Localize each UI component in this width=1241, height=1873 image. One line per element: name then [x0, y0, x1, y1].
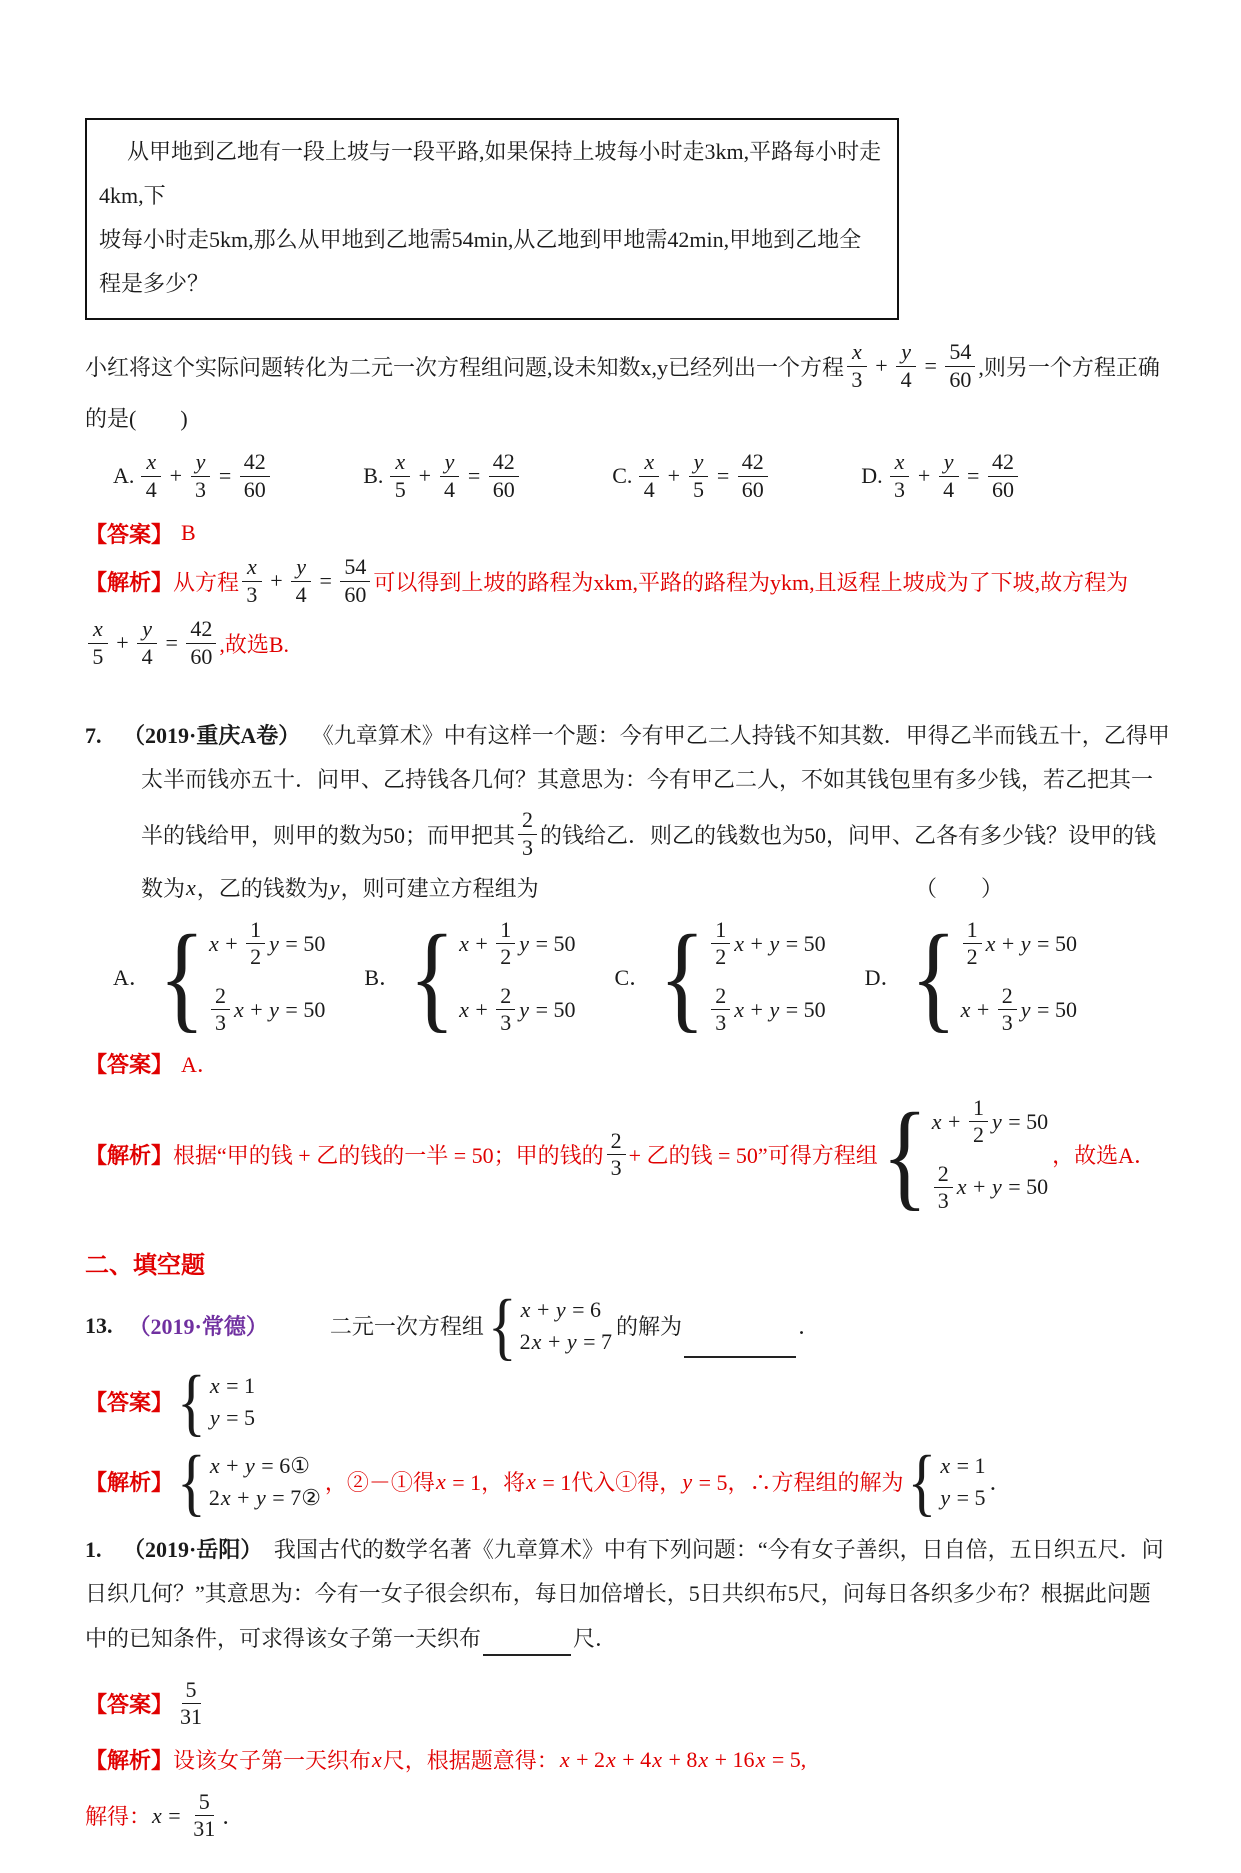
system-brace: {	[409, 909, 456, 1044]
q1-analysis-equation: 设该女子第一天织布 x 尺，根据题意得： x + 2 x + 4 x + 8 x + 16 x = 5,	[173, 1746, 807, 1774]
q6-option-b	[363, 446, 522, 506]
q7-option-b-eq2: x + $\frac{2}{3}$ y = 50	[459, 982, 576, 1036]
q13-analysis-system	[177, 1440, 321, 1523]
q1-answer-fraction: $\frac{5}{31}$	[180, 1676, 203, 1730]
box-text-line1: 从甲地到乙地有一段上坡与一段平路,如果保持上坡每小时走3km,平路每小时走4km,下	[99, 139, 882, 208]
q6-option-a-equation: $\frac{x}{4}$ + $\frac{y}{3}$ = $\frac{42}{60}$	[138, 449, 272, 503]
q7-analysis-fraction: $\frac{2}{3}$	[604, 1128, 629, 1182]
q6-intro-text2: ,则另一个方程正确	[978, 354, 1160, 380]
q13-sys-eq1: x + y = 6	[520, 1296, 602, 1322]
q7-option-c-eq1: $\frac{1}{2}$ x + y = 50	[708, 917, 825, 971]
q13-period: ．	[798, 1314, 821, 1340]
q13-source: （2019·常德）	[128, 1314, 268, 1340]
blank-underline	[483, 1630, 571, 1656]
q7-text3a: 半的钱给甲，则甲的数为50；而甲把其	[141, 822, 516, 848]
q13-text2: 的解为	[616, 1314, 683, 1340]
q13-analysis-sol-eq1: x = 1	[940, 1452, 986, 1478]
q7-option-b-label: B．	[364, 965, 402, 991]
q1-number: 1.	[85, 1536, 102, 1562]
q13-answer-line	[85, 1362, 1171, 1442]
q6-option-c-label: C.	[612, 463, 633, 488]
q6-intro-line1	[85, 334, 1171, 398]
system-brace: {	[659, 909, 706, 1044]
q7-source: （2019·重庆A卷）	[123, 723, 301, 748]
system-brace: {	[907, 1440, 937, 1523]
answer-tag: 【答案】	[85, 521, 174, 547]
q1-analysis-text2: 解得：	[85, 1804, 152, 1830]
q13-question-line	[85, 1284, 1171, 1367]
analysis-tag: 【解析】	[85, 1748, 174, 1774]
q7-option-a-label: A．	[113, 965, 151, 991]
q13-analysis-eq1: x + y = 6①	[209, 1452, 310, 1478]
q1-text3b: 尺．	[573, 1626, 618, 1652]
q7-text1: 《九章算术》中有这样一个题：今有甲乙二人持钱不知其数．甲得乙半而钱五十，乙得甲	[311, 723, 1170, 748]
q7-analysis-text3: ，故选A．	[1052, 1143, 1157, 1169]
q1-analysis-line1	[85, 1740, 1171, 1780]
q7-analysis-sys-eq2: $\frac{2}{3}$ x + y = 50	[931, 1161, 1048, 1215]
section-title-fill-in: 二、填空题	[85, 1252, 205, 1279]
q7-option-c-label: C．	[614, 965, 652, 991]
q6-analysis-equation2: $\frac{x}{5}$ + $\frac{y}{4}$ = $\frac{42}{60}$	[85, 616, 219, 670]
q6-option-d-equation: $\frac{x}{3}$ + $\frac{y}{4}$ = $\frac{42}{60}$	[887, 449, 1021, 503]
q7-text3b: 的钱给乙．则乙的钱数也为50，问甲、乙各有多少钱？设甲的钱	[540, 822, 1157, 848]
system-brace: {	[881, 1087, 928, 1221]
q1-text-line3	[85, 1616, 1171, 1660]
q6-option-c	[612, 446, 771, 506]
q1-text1: 我国古代的数学名著《九章算术》中有下列问题：“今有女子善织，日自倍，五日织五尺．问	[273, 1536, 1164, 1562]
q7-option-a	[113, 909, 329, 1044]
q7-analysis-sys-eq1: x + $\frac{1}{2}$ y = 50	[931, 1094, 1049, 1148]
q6-options-row	[85, 446, 1171, 506]
q7-fraction-two-thirds: $\frac{2}{3}$	[515, 807, 540, 861]
q1-answer-line	[85, 1668, 1171, 1740]
q13-answer-system	[177, 1360, 256, 1443]
q6-option-b-label: B.	[363, 463, 384, 488]
q7-analysis-line	[85, 1081, 1171, 1229]
q13-number: 13.	[85, 1312, 113, 1338]
q7-option-b	[364, 909, 579, 1044]
q6-option-d-label: D.	[861, 463, 883, 488]
q13-analysis-period: ．	[989, 1470, 1012, 1496]
q7-option-d-eq2: x + $\frac{2}{3}$ y = 50	[960, 982, 1077, 1036]
analysis-tag: 【解析】	[85, 1143, 174, 1169]
q7-option-b-system	[409, 909, 576, 1044]
q6-analysis-line2	[85, 612, 1171, 674]
q7-option-a-system	[158, 909, 326, 1044]
q6-answer-line	[85, 516, 1171, 550]
q13-sys-eq2: 2 x + y = 7	[519, 1328, 613, 1354]
q13-system	[487, 1284, 613, 1367]
q13-analysis-sol-eq2: y = 5	[940, 1484, 986, 1510]
answer-tag: 【答案】	[85, 1052, 174, 1078]
q6-intro-line2: 的是( )	[85, 406, 188, 431]
q13-analysis-steps: ，②－①得 x = 1，将 x = 1代入①得， y = 5，∴方程组的解为	[324, 1468, 904, 1496]
page-content	[0, 118, 1241, 1852]
document-page	[0, 118, 1241, 1873]
analysis-tag: 【解析】	[85, 569, 174, 595]
q1-source: （2019·岳阳）	[123, 1536, 263, 1562]
q7-text-line1	[85, 714, 1171, 758]
q6-option-a	[113, 446, 273, 506]
q6-given-equation: $\frac{x}{3}$ + $\frac{y}{4}$ = $\frac{54}{60}$	[844, 339, 978, 393]
problem-statement-box	[85, 118, 899, 320]
q7-option-d-eq1: $\frac{1}{2}$ x + y = 50	[960, 917, 1077, 971]
q7-text-line3	[141, 802, 1171, 866]
system-brace: {	[910, 909, 957, 1044]
q1-text-line1	[85, 1528, 1171, 1572]
q6-option-a-label: A.	[113, 463, 135, 488]
q7-analysis-text2: + 乙的钱 = 50”可得方程组	[628, 1143, 878, 1169]
q7-option-a-eq1: x + $\frac{1}{2}$ y = 50	[208, 917, 326, 970]
q6-analysis-line1	[85, 550, 1171, 612]
q13-answer-eq2: y = 5	[209, 1404, 256, 1430]
q7-text-line4	[141, 872, 1171, 903]
q7-number: 7.	[85, 723, 102, 748]
q1-text3: 中的已知条件，可求得该女子第一天织布	[85, 1626, 482, 1652]
q6-analysis-equation1: $\frac{x}{3}$ + $\frac{y}{4}$ = $\frac{54}{60}$	[239, 554, 373, 608]
q6-analysis-text1: 从方程	[173, 569, 240, 595]
blank-underline	[684, 1332, 796, 1358]
q7-option-c-eq2: $\frac{2}{3}$ x + y = 50	[708, 983, 825, 1037]
q13-analysis-line	[85, 1442, 1171, 1522]
q1-analysis-result: x = $\frac{5}{31}$	[152, 1788, 216, 1842]
q13-answer-eq1: x = 1	[209, 1372, 256, 1398]
q6-analysis-text2: 可以得到上坡的路程为xkm,平路的路程为ykm,且返程上坡成为了下坡,故方程为	[373, 569, 1129, 595]
analysis-tag: 【解析】	[85, 1470, 174, 1496]
q7-option-d-label: D．	[864, 965, 903, 991]
q7-option-a-eq2: $\frac{2}{3}$ x + y = 50	[208, 983, 325, 1037]
q6-intro-text1: 小红将这个实际问题转化为二元一次方程组问题,设未知数x,y已经列出一个方程	[85, 354, 845, 380]
q6-option-d	[861, 446, 1021, 506]
system-brace: {	[158, 909, 205, 1044]
q13-analysis-solution-system	[907, 1440, 986, 1523]
system-brace: {	[177, 1360, 206, 1443]
q7-option-d	[864, 909, 1081, 1044]
q7-options-row	[85, 909, 1171, 1044]
q13-text1: 二元一次方程组	[329, 1314, 484, 1340]
q6-option-b-equation: $\frac{x}{5}$ + $\frac{y}{4}$ = $\frac{42}{60}$	[387, 449, 521, 503]
q1-analysis-period: ．	[222, 1804, 245, 1830]
q7-option-c-system	[659, 909, 826, 1044]
system-brace: {	[487, 1284, 517, 1367]
q1-analysis-line2	[85, 1780, 1171, 1852]
system-brace: {	[177, 1440, 206, 1523]
q7-option-c	[614, 909, 829, 1044]
q7-answer-line	[85, 1047, 1171, 1081]
q7-text4: 数为 x ，乙的钱数为 y ，则可建立方程组为	[141, 874, 539, 901]
q7-option-b-eq1: x + $\frac{1}{2}$ y = 50	[459, 917, 576, 970]
q7-analysis-system	[881, 1087, 1049, 1221]
q6-option-c-equation: $\frac{x}{4}$ + $\frac{y}{5}$ = $\frac{42}{60}$	[636, 449, 770, 503]
q1-text-line2: 日织几何？”其意思为：今有一女子很会织布，每日加倍增长，5日共织布5尺，问每日各织多少布？根据此问题	[85, 1580, 1151, 1606]
q7-analysis-text1: 根据“甲的钱 + 乙的钱的一半 = 50；甲的钱的	[173, 1143, 604, 1169]
q6-answer-value: B	[181, 520, 196, 545]
q7-text-line2: 太半而钱亦五十．问甲、乙持钱各几何？其意思为：今有甲乙二人，不如其钱包里有多少钱，若乙把其一	[141, 767, 1154, 792]
box-text-line2: 坡每小时走5km,那么从甲地到乙地需54min,从乙地到甲地需42min,甲地到乙地全程是多少？	[99, 227, 862, 296]
q7-answer-paren: （ ）	[914, 876, 1003, 901]
q13-analysis-eq2: 2 x + y = 7②	[208, 1484, 321, 1510]
q7-answer-value: A．	[181, 1052, 219, 1078]
answer-tag: 【答案】	[85, 1390, 174, 1416]
q6-analysis-text3: ,故选B.	[219, 631, 290, 657]
q7-option-d-system	[910, 909, 1077, 1044]
answer-tag: 【答案】	[85, 1692, 174, 1718]
